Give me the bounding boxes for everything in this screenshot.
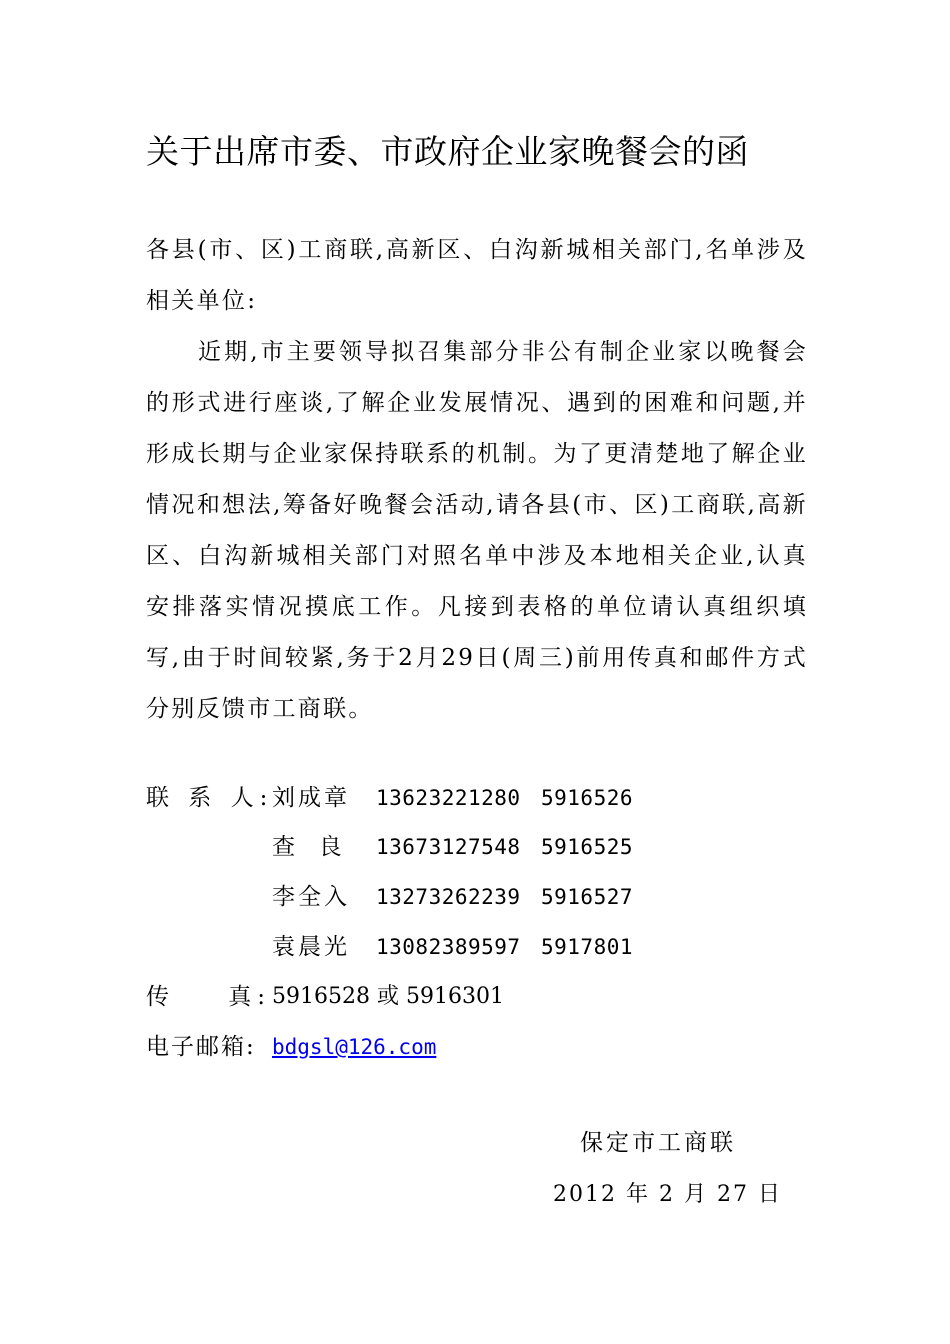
signature-date: 2012 年 2 月 27 日: [553, 1182, 782, 1207]
contact-mobile: 13082389597: [376, 935, 521, 959]
contact-mobile: 13673127548: [376, 835, 521, 859]
contact-mobile: 13273262239: [376, 885, 521, 909]
email-link[interactable]: bdgsl@126.com: [272, 1035, 437, 1059]
document-title: 关于出席市委、市政府企业家晚餐会的函: [146, 132, 749, 171]
contact-name: 刘成章: [272, 785, 350, 811]
contact-name: 李全入: [272, 884, 350, 910]
contact-name: 查 良: [272, 834, 345, 860]
contact-phone: 5917801: [541, 935, 634, 959]
fax-value: 5916528 或 5916301: [272, 984, 504, 1009]
contact-name: 袁晨光: [272, 934, 350, 960]
main-paragraph: 近期,市主要领导拟召集部分非公有制企业家以晚餐会的形式进行座谈,了解企业发展情况、遇到的困难和问题,并形成长期与企业家保持联系的机制。为了更清楚地了解企业情况和想法,筹备好晚餐会活动,请各县(市、区)工商联,高新区、白沟新城相关部门对照名单中涉及本地相关企业,认真安排落实情况摸底工作。凡接到表格的单位请认真组织填写,由于时间较紧,务于2月29日(周三)前用传真和邮件方式分别反馈市工商联。: [146, 339, 808, 722]
email-label: 电子邮箱:: [146, 1034, 256, 1060]
contact-phone: 5916527: [541, 885, 634, 909]
fax-label: 传 真:: [146, 984, 271, 1010]
contact-mobile: 13623221280: [376, 786, 521, 810]
contact-phone: 5916526: [541, 786, 634, 810]
salutation: 各县(市、区)工商联,高新区、白沟新城相关部门,名单涉及相关单位:: [146, 237, 808, 314]
signature-organization: 保定市工商联: [580, 1130, 736, 1156]
email-value: [272, 1032, 436, 1063]
contact-label: 联 系 人:: [146, 785, 274, 811]
contact-phone: 5916525: [541, 835, 634, 859]
